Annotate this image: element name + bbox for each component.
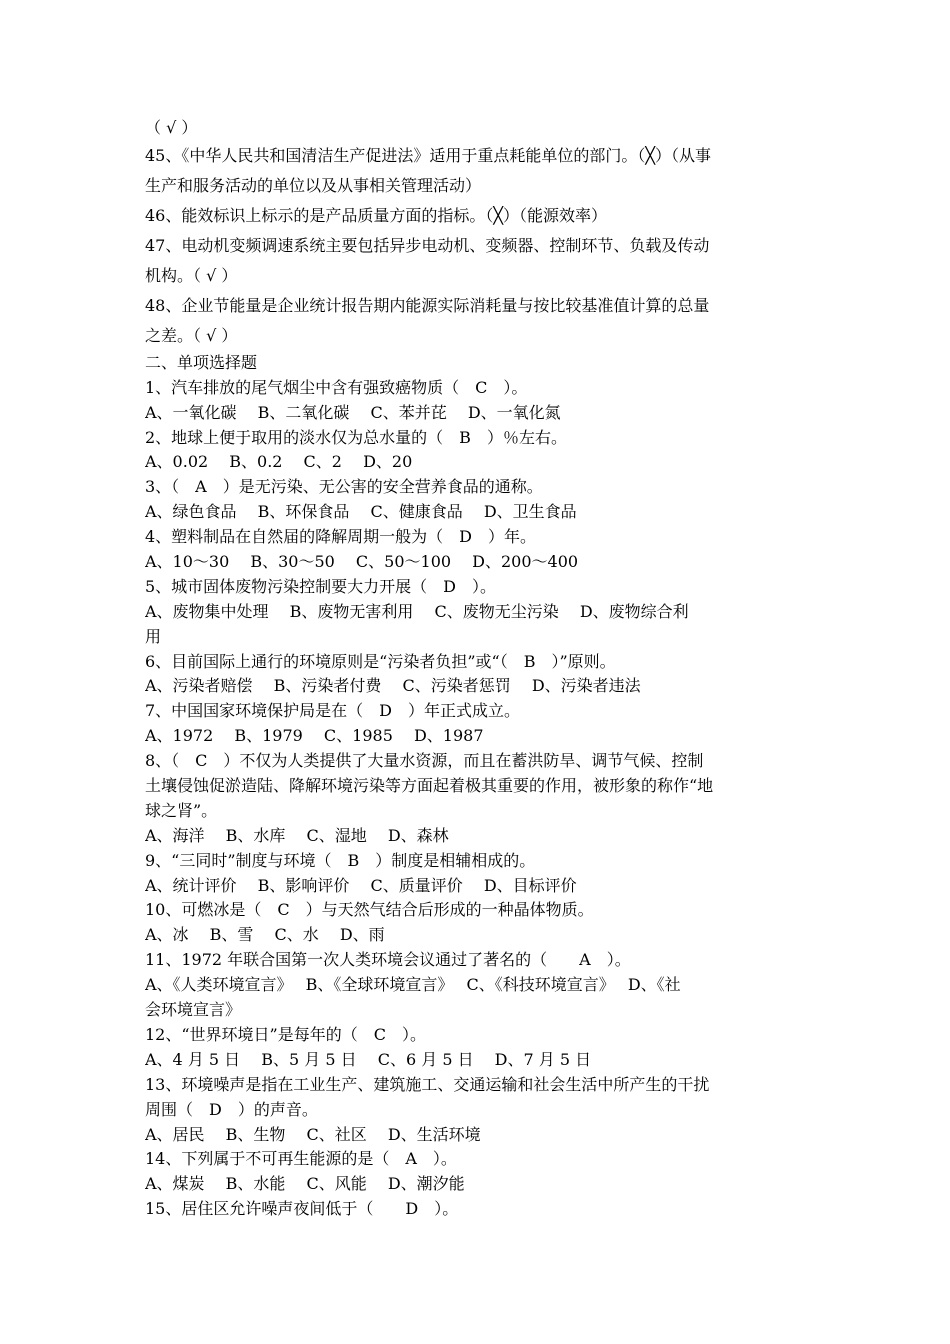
question-text: 13、环境噪声是指在工业生产、建筑施工、交通运输和社会生活中所产生的干扰 [145,1074,710,1094]
question-text: 2、地球上便于取用的淡水仅为总水量的（ B ）％左右。 [145,427,567,447]
answer-options: A、统计评价 B、影响评价 C、质量评价 D、目标评价 [145,875,577,895]
question-text: 7、中国国家环境保护局是在（ D ）年正式成立。 [145,701,521,721]
question-text: 4、塑料制品在自然届的降解周期一般为（ D ）年。 [145,527,537,547]
question-text: 9、“三同时”制度与环境（ B ）制度是相辅相成的。 [145,850,536,870]
answer-options: A、1972 B、1979 C、1985 D、1987 [145,726,484,746]
question-text: 15、居住区允许噪声夜间低于（ D ）。 [145,1199,459,1219]
answer-options: 用 [145,626,162,646]
text-line: 生产和服务活动的单位以及从事相关管理活动） [145,175,482,195]
answer-options: A、煤炭 B、水能 C、风能 D、潮汐能 [145,1174,465,1194]
question-text: 14、下列属于不可再生能源的是（ A ）。 [145,1149,457,1169]
text-line: （ √ ） [145,118,198,137]
question-text: 1、汽车排放的尾气烟尘中含有强致癌物质（ C ）。 [145,377,528,397]
section-heading: 二、单项选择题 [145,352,258,372]
text-line: 47、电动机变频调速系统主要包括异步电动机、变频器、控制环节、负载及传动 [145,235,710,255]
question-text: 5、城市固体废物污染控制要大力开展（ D ）。 [145,576,497,596]
answer-options: A、废物集中处理 B、废物无害利用 C、废物无尘污染 D、废物综合利 [145,601,689,621]
text-line: 46、能效标识上标示的是产品质量方面的指标。（╳）（能源效率） [145,205,607,225]
answer-options: A、《人类环境宣言》 B、《全球环境宣言》 C、《科技环境宣言》 D、《社 [145,975,681,995]
question-text: 6、目前国际上通行的环境原则是“污染者负担”或“（ B ）”原则。 [145,651,616,671]
text-line: 机构。（ √ ） [145,265,238,285]
question-text: 土壤侵蚀促淤造陆、降解环境污染等方面起着极其重要的作用，被形象的称作“地 [145,776,714,796]
document-page [145,116,817,1222]
question-text: 11、1972 年联合国第一次人类环境会议通过了著名的（ A ）。 [145,950,631,970]
answer-options: A、海洋 B、水库 C、湿地 D、森林 [145,825,449,845]
answer-options: A、冰 B、雪 C、水 D、雨 [145,925,385,945]
question-text: 12、“世界环境日”是每年的（ C ）。 [145,1024,426,1044]
answer-options: A、一氧化碳 B、二氧化碳 C、苯并芘 D、一氧化氮 [145,402,561,422]
question-text: 3、（ A ）是无污染、无公害的安全营养食品的通称。 [145,477,543,497]
text-line: 48、企业节能量是企业统计报告期内能源实际消耗量与按比较基准值计算的总量 [145,295,710,315]
answer-options: A、10～30 B、30～50 C、50～100 D、200～400 [145,552,579,572]
answer-options: A、4 月 5 日 B、5 月 5 日 C、6 月 5 日 D、7 月 5 日 [145,1049,592,1069]
text-line: 45、《中华人民共和国清洁生产促进法》适用于重点耗能单位的部门。（╳）（从事 [145,145,711,165]
answer-options: A、0.02 B、0.2 C、2 D、20 [145,452,413,472]
text-line: 之差。（ √ ） [145,325,238,345]
question-text: 10、可燃冰是（ C ）与天然气结合后形成的一种晶体物质。 [145,900,594,920]
answer-options: 会环境宣言》 [145,1000,242,1020]
answer-options: A、污染者赔偿 B、污染者付费 C、污染者惩罚 D、污染者违法 [145,676,641,696]
question-text: 周围（ D ）的声音。 [145,1099,318,1119]
question-text: 8、（ C ）不仅为人类提供了大量水资源，而且在蓄洪防旱、调节气候、控制 [145,751,704,771]
answer-options: A、绿色食品 B、环保食品 C、健康食品 D、卫生食品 [145,502,577,522]
question-text: 球之肾”。 [145,800,218,820]
answer-options: A、居民 B、生物 C、社区 D、生活环境 [145,1124,481,1144]
